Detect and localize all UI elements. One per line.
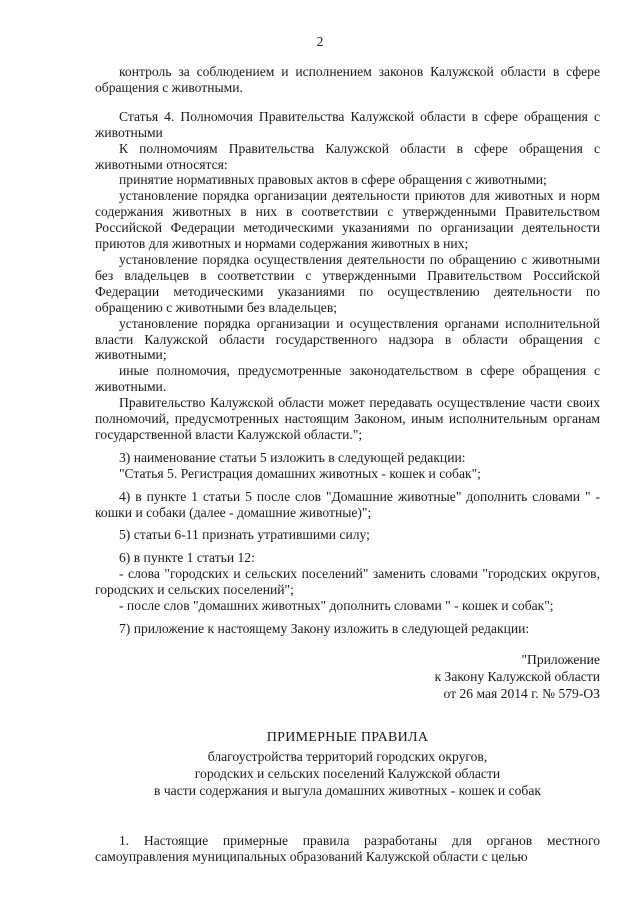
article-4-item: установление порядка осуществления деятельности по обращению с животными без владельцев в соответствии с утвержденными Правительством Российской Федерации методическими указаниями по осуществлению деятельности по обращению с животными без владельцев;	[95, 251, 600, 315]
amendment-5	[95, 527, 600, 543]
appendix-line: "Приложение	[521, 651, 600, 667]
rules-subtitle	[95, 748, 600, 799]
article-4-item: Правительство Калужской области может передавать осуществление части своих полномочий, предусмотренных настоящим Законом, иным исполнительным органам государственной власти Калужской области.";	[95, 395, 600, 442]
rules-subtitle-line: городских и сельских поселений Калужской области	[194, 765, 501, 781]
document-body	[95, 64, 600, 878]
amendment-6	[95, 550, 600, 614]
appendix-header	[95, 651, 600, 702]
appendix-line: от 26 мая 2014 г. № 579-ОЗ	[443, 685, 600, 701]
paragraph-control: контроль за соблюдением и исполнением законов Калужской области в сфере обращения с животными.	[95, 64, 600, 95]
article-4-item: установление порядка организации и осуществления органами исполнительной власти Калужской области государственного надзора в области обращения с животными;	[95, 315, 600, 363]
article-4-intro: К полномочиям Правительства Калужской области в сфере обращения с животными относятся:	[95, 140, 600, 172]
amendment-7	[95, 621, 600, 637]
amendment-line: 5) статьи 6-11 признать утратившими силу;	[119, 527, 370, 543]
amendment-4	[95, 489, 600, 521]
article-4-heading: Статья 4. Полномочия Правительства Калужской области в сфере обращения с животными	[95, 108, 600, 140]
amendment-line: 7) приложение к настоящему Закону изложить в следующей редакции:	[119, 621, 530, 636]
amendment-line: - после слов "домашних животных" дополнить словами " - кошек и собак";	[119, 598, 554, 614]
amendment-3	[95, 450, 600, 482]
amendment-line: 4) в пункте 1 статьи 5 после слов "Домашние животные" дополнить словами " - кошки и собаки (далее - домашние животные)";	[95, 488, 600, 520]
appendix-line: к Закону Калужской области	[434, 668, 600, 684]
amendment-line: 3) наименование статьи 5 изложить в следующей редакции:	[119, 449, 466, 465]
article-4-item: установление порядка организации деятельности приютов для животных и норм содержания животных в них в соответствии с утвержденными Правительством Российской Федерации методическими указаниями по организации деятельности приютов для животных и нормами содержания животных в них;	[95, 188, 600, 252]
rules-subtitle-line: в части содержания и выгула домашних животных - кошек и собак	[154, 782, 541, 798]
article-4-item: иные полномочия, предусмотренные законодательством в сфере обращения с животными.	[95, 363, 600, 395]
page-number: 2	[316, 34, 324, 49]
amendment-line: 6) в пункте 1 статьи 12:	[119, 550, 255, 566]
rules-paragraph-1: 1. Настоящие примерные правила разработаны для органов местного самоуправления муниципальных образований Калужской области с целью	[95, 832, 600, 864]
rules-title: ПРИМЕРНЫЕ ПРАВИЛА	[266, 729, 429, 745]
amendment-line: "Статья 5. Регистрация домашних животных - кошек и собак";	[119, 465, 481, 481]
amendment-line: - слова "городских и сельских поселений" заменить словами "городских округов, городских и сельских поселений";	[95, 566, 600, 598]
article-4-item: принятие нормативных правовых актов в сфере обращения с животными;	[119, 172, 547, 188]
rules-subtitle-line: благоустройства территорий городских округов,	[207, 748, 488, 764]
